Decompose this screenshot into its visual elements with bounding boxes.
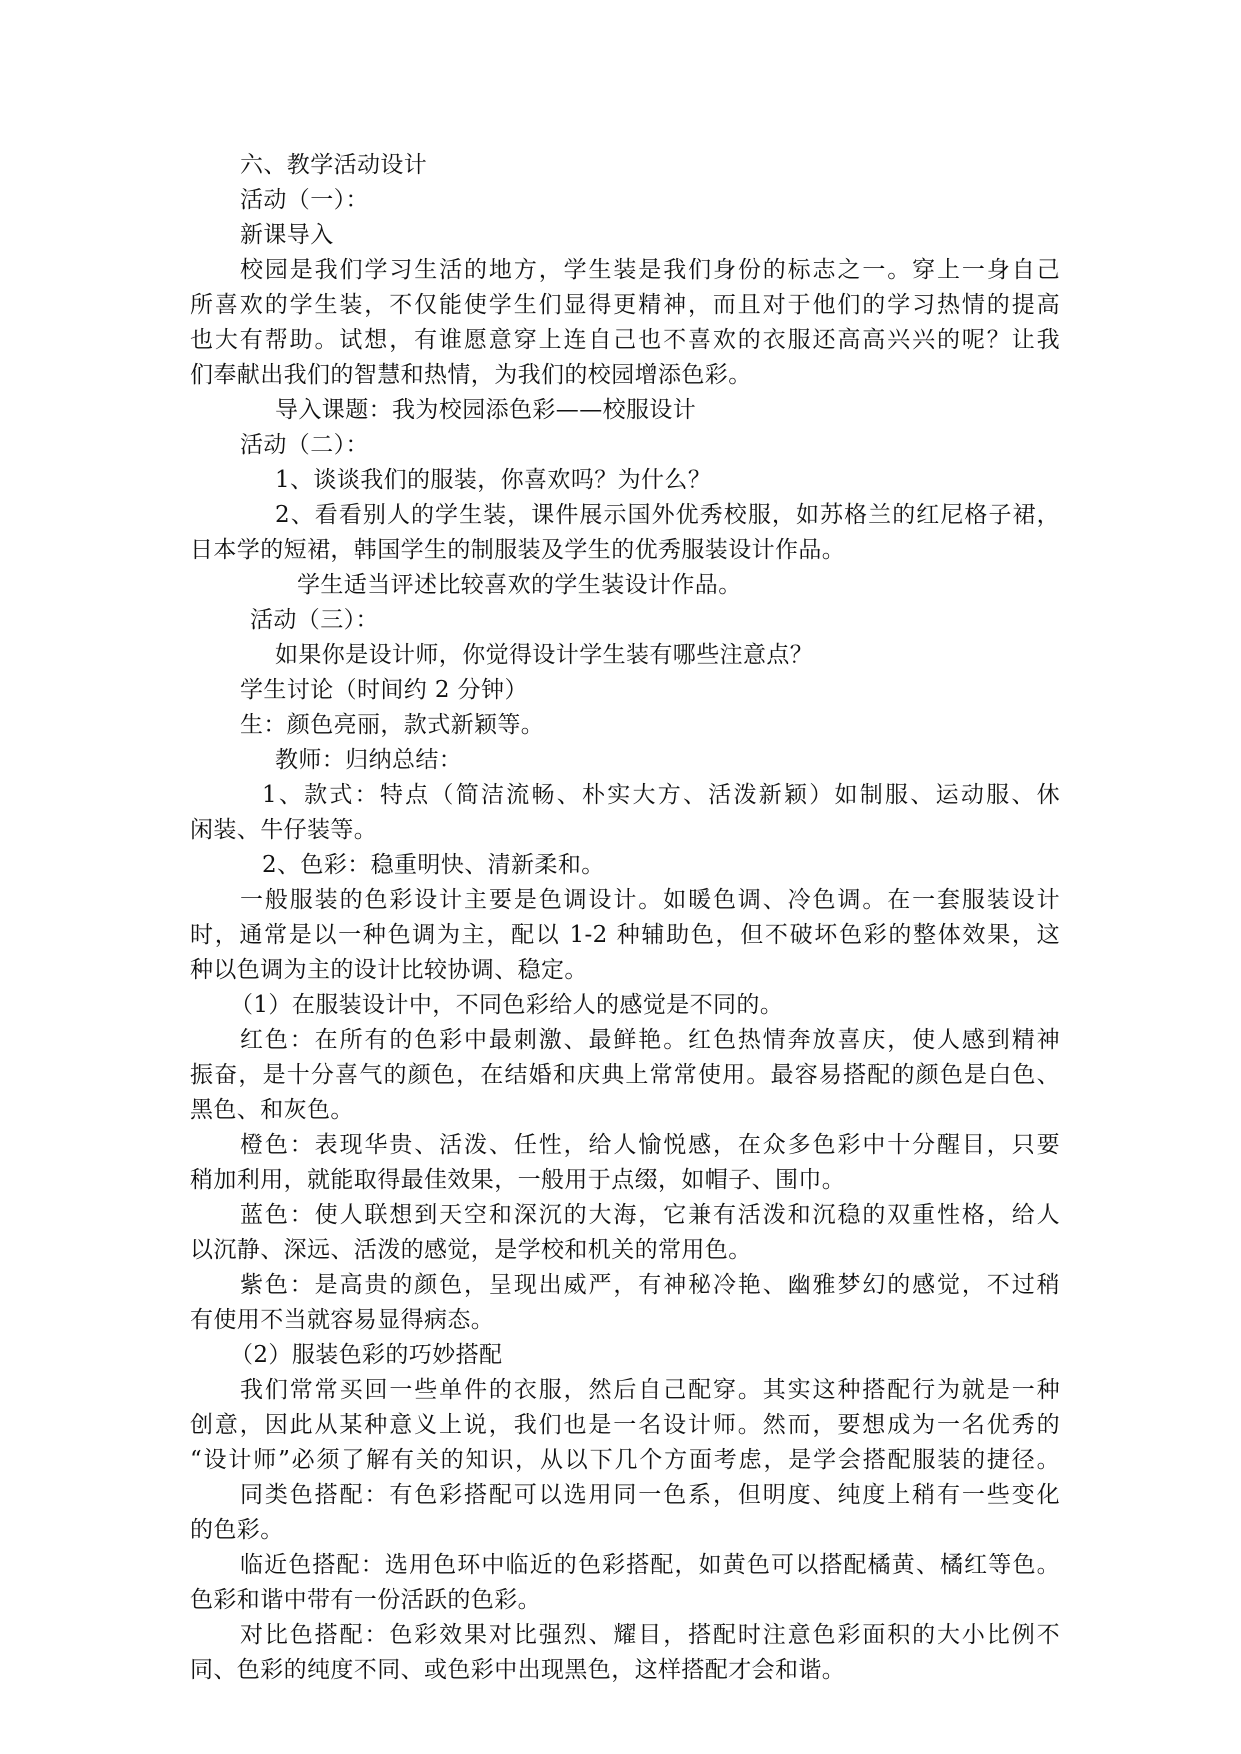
- text-line: 1、款式：特点（简洁流畅、朴实大方、活泼新颖）如制服、运动服、休: [262, 782, 1060, 808]
- text-line: 们奉献出我们的智慧和热情，为我们的校园增添色彩。: [190, 362, 752, 388]
- text-line: 以沉静、深远、活泼的感觉，是学校和机关的常用色。: [190, 1237, 752, 1263]
- text-line: 我们常常买回一些单件的衣服，然后自己配穿。其实这种搭配行为就是一种: [240, 1377, 1060, 1403]
- text-line: 所喜欢的学生装，不仅能使学生们显得更精神，而且对于他们的学习热情的提高: [190, 292, 1060, 318]
- text-line: 教师：归纳总结：: [275, 747, 463, 773]
- text-line: 2、色彩：稳重明快、清新柔和。: [262, 852, 605, 878]
- text-line: 的色彩。: [190, 1517, 284, 1543]
- text-line: 紫色：是高贵的颜色，呈现出威严，有神秘冷艳、幽雅梦幻的感觉，不过稍: [240, 1272, 1060, 1298]
- text-line: 活动（二）：: [240, 432, 369, 458]
- text-line: 红色：在所有的色彩中最刺激、最鲜艳。红色热情奔放喜庆，使人感到精神: [240, 1027, 1060, 1053]
- text-line: 也大有帮助。试想，有谁愿意穿上连自己也不喜欢的衣服还高高兴兴的呢？让我: [190, 327, 1060, 353]
- text-line: 六、教学活动设计: [240, 152, 428, 178]
- text-line: 1、谈谈我们的服装，你喜欢吗？为什么？: [275, 467, 712, 493]
- text-line: 学生讨论（时间约 2 分钟）: [240, 677, 528, 703]
- text-line: 同类色搭配：有色彩搭配可以选用同一色系，但明度、纯度上稍有一些变化: [240, 1482, 1060, 1508]
- text-line: 新课导入: [240, 222, 334, 248]
- text-line: 临近色搭配：选用色环中临近的色彩搭配，如黄色可以搭配橘黄、橘红等色。: [240, 1552, 1060, 1578]
- text-line: 闲装、牛仔装等。: [190, 817, 378, 843]
- text-line: 黑色、和灰色。: [190, 1097, 354, 1123]
- text-line: 日本学的短裙，韩国学生的制服装及学生的优秀服装设计作品。: [190, 537, 846, 563]
- text-line: （2）服装色彩的巧妙搭配: [230, 1342, 503, 1368]
- text-line: “设计师”必须了解有关的知识，从以下几个方面考虑，是学会搭配服装的捷径。: [190, 1447, 1060, 1473]
- text-line: 活动（三）：: [250, 607, 379, 633]
- text-line: 活动（一）：: [240, 187, 369, 213]
- text-line: 同、色彩的纯度不同、或色彩中出现黑色，这样搭配才会和谐。: [190, 1657, 846, 1683]
- text-line: 橙色：表现华贵、活泼、任性，给人愉悦感，在众多色彩中十分醒目，只要: [240, 1132, 1060, 1158]
- text-line: （1）在服装设计中，不同色彩给人的感觉是不同的。: [230, 992, 784, 1018]
- text-line: 创意，因此从某种意义上说，我们也是一名设计师。然而，要想成为一名优秀的: [190, 1412, 1060, 1438]
- document-body: [190, 148, 1060, 1688]
- text-line: 一般服装的色彩设计主要是色调设计。如暖色调、冷色调。在一套服装设计: [240, 887, 1060, 913]
- text-line: 种以色调为主的设计比较协调、稳定。: [190, 957, 588, 983]
- text-line: 色彩和谐中带有一份活跃的色彩。: [190, 1587, 541, 1613]
- text-line: 对比色搭配：色彩效果对比强烈、耀目，搭配时注意色彩面积的大小比例不: [240, 1622, 1060, 1648]
- text-line: 生：颜色亮丽，款式新颖等。: [240, 712, 545, 738]
- text-line: 蓝色：使人联想到天空和深沉的大海，它兼有活泼和沉稳的双重性格，给人: [240, 1202, 1060, 1228]
- text-line: 学生适当评述比较喜欢的学生装设计作品。: [297, 572, 742, 598]
- text-line: 振奋，是十分喜气的颜色，在结婚和庆典上常常使用。最容易搭配的颜色是白色、: [190, 1062, 1060, 1088]
- text-line: 有使用不当就容易显得病态。: [190, 1307, 495, 1333]
- text-line: 如果你是设计师，你觉得设计学生装有哪些注意点？: [275, 642, 814, 668]
- text-line: 时，通常是以一种色调为主，配以 1-2 种辅助色，但不破坏色彩的整体效果，这: [190, 922, 1060, 948]
- text-line: 2、看看别人的学生装，课件展示国外优秀校服，如苏格兰的红尼格子裙，: [275, 502, 1060, 528]
- text-line: 导入课题：我为校园添色彩——校服设计: [275, 397, 697, 423]
- text-line: 稍加利用，就能取得最佳效果，一般用于点缀，如帽子、围巾。: [190, 1167, 846, 1193]
- text-line: 校园是我们学习生活的地方，学生装是我们身份的标志之一。穿上一身自己: [240, 257, 1060, 283]
